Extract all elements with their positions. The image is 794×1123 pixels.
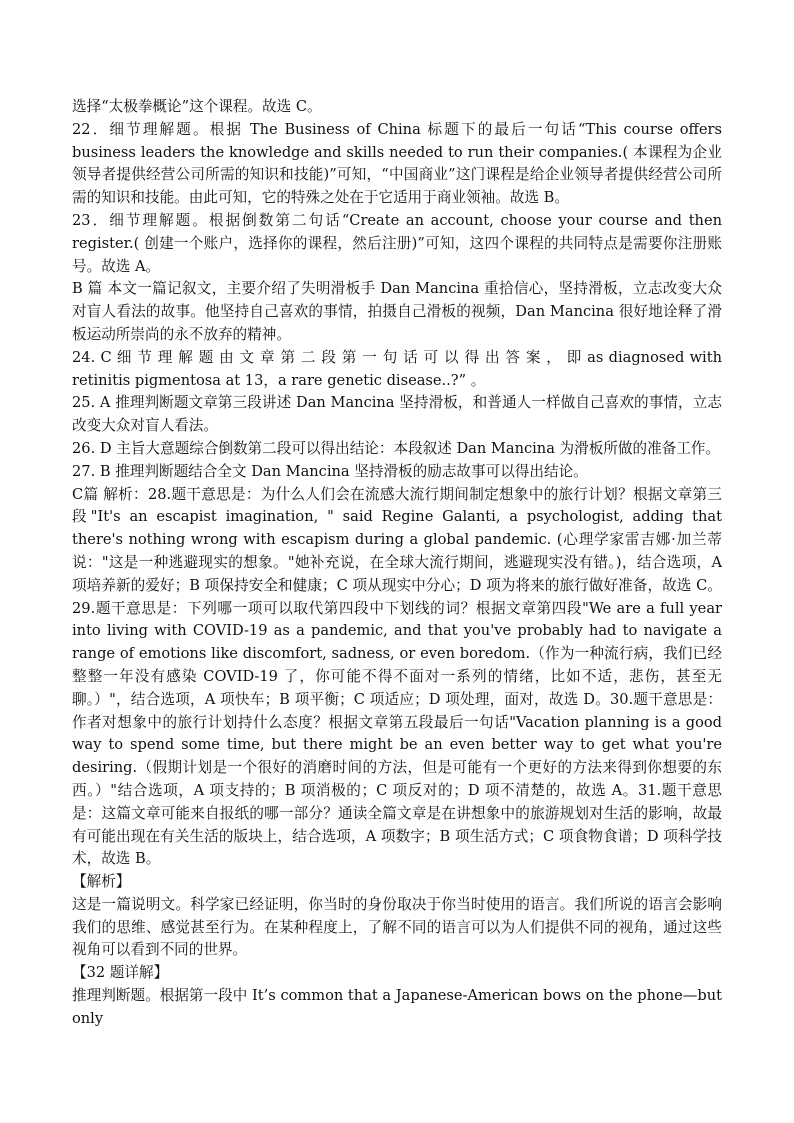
paragraph-q32-detail: 推理判断题。根据第一段中 It’s common that a Japanese-American bows on the phone—but only xyxy=(72,987,722,1027)
paragraph-answer-23: 23．细节理解题。根据倒数第二句话“Create an account, choose your course and then register.( 创建一个账户，选择你的课程，然后注册)”可知，这四个课程的共同特点是需要你注册账号。故选 A。 xyxy=(72,211,722,275)
paragraph-answer-22: 22．细节理解题。根据 The Business of China 标题下的最后一句话“This course offers business leaders the knowledge and skills needed to run their companies.( 本课程为企业领导者提供经营公司所需的知识和技能)”可知，“中国商业”这门课程是给企业领导者提供经营公司所需的知识和技能。由此可知，它的特殊之处在于它适用于商业领袖。故选 B。 xyxy=(72,120,722,207)
paragraph-passage-c-analysis: C篇 解析：28.题干意思是：为什么人们会在流感大流行期间制定想象中的旅行计划？根据文章第三段"It's an escapist imagination, " said Regine Galanti, a psychologist, adding that there's nothing wrong with escapism during a global pandemic. (心理学家雷吉娜·加兰蒂说："这是一种逃避现实的想象。"她补充说，在全球大流行期间，逃避现实没有错。)，结合选项，A 项培养新的爱好；B 项保持安全和健康；C 项从现实中分心；D 项为将来的旅行做好准备，故选 C。29.题干意思是：下列哪一项可以取代第四段中下划线的词？根据文章第四段"We are a full year into living with COVID-19 as a pandemic, and that you've probably had to navigate a range of emotions like discomfort, sadness, or even boredom.（作为一种流行病，我们已经整整一年没有感染 COVID-19 了，你可能不得不面对一系列的情绪，比如不适，悲伤，甚至无聊。）"，结合选项，A 项快车；B 项平衡；C 项适应；D 项处理，面对，故选 D。30.题干意思是：作者对想象中的旅行计划持什么态度？根据文章第五段最后一句话"Vacation planning is a good way to spend some time, but there might be an even better way to get what you're desiring.（假期计划是一个很好的消磨时间的方法，但是可能有一个更好的方法来得到你想要的东西。）"结合选项，A 项支持的；B 项消极的；C 项反对的；D 项不清楚的，故选 A。31.题干意思是：这篇文章可能来自报纸的哪一部分？通读全篇文章是在讲想象中的旅游规划对生活的影响，故最有可能出现在有关生活的版块上，结合选项，A 项数字；B 项生活方式；C 项食物食谱；D 项科学技术，故选 B。 xyxy=(72,485,722,868)
paragraph-answer-25: 25. A 推理判断题文章第三段讲述 Dan Mancina 坚持滑板，和普通人一样做自己喜欢的事情，立志改变大众对盲人看法。 xyxy=(72,394,722,435)
paragraph-answer-21-end: 选择“太极拳概论”这个课程。故选 C。 xyxy=(72,98,322,115)
section-heading-analysis: 【解析】 xyxy=(72,873,131,891)
section-heading-q32: 【32 题详解】 xyxy=(72,964,169,982)
paragraph-analysis-intro: 这是一篇说明文。科学家已经证明，你当时的身份取决于你当时使用的语言。我们所说的语言会影响我们的思维、感觉甚至行为。在某种程度上，了解不同的语言可以为人们提供不同的视角，通过这些视角可以看到不同的世界。 xyxy=(72,895,722,959)
paragraph-answer-27: 27. B 推理判断题结合全文 Dan Mancina 坚持滑板的励志故事可以得出结论。 xyxy=(72,462,588,480)
document-page xyxy=(72,96,722,1031)
paragraph-passage-b-summary: B 篇 本文一篇记叙文，主要介绍了失明滑板手 Dan Mancina 重拾信心，坚持滑板，立志改变大众对盲人看法的故事。他坚持自己喜欢的事情，拍摄自己滑板的视频，Dan Mancina 很好地诠释了滑板运动所崇尚的永不放弃的精神。 xyxy=(72,280,722,343)
paragraph-answer-26: 26. D 主旨大意题综合倒数第二段可以得出结论：本段叙述 Dan Mancina 为滑板所做的准备工作。 xyxy=(72,439,721,457)
paragraph-answer-24: 24. C 细 节 理 解 题 由 文 章 第 二 段 第 一 句 话 可 以 得 出 答 案 ， 即 as diagnosed with retinitis pigmentosa at 13，a rare genetic disease..?” 。 xyxy=(72,348,722,389)
